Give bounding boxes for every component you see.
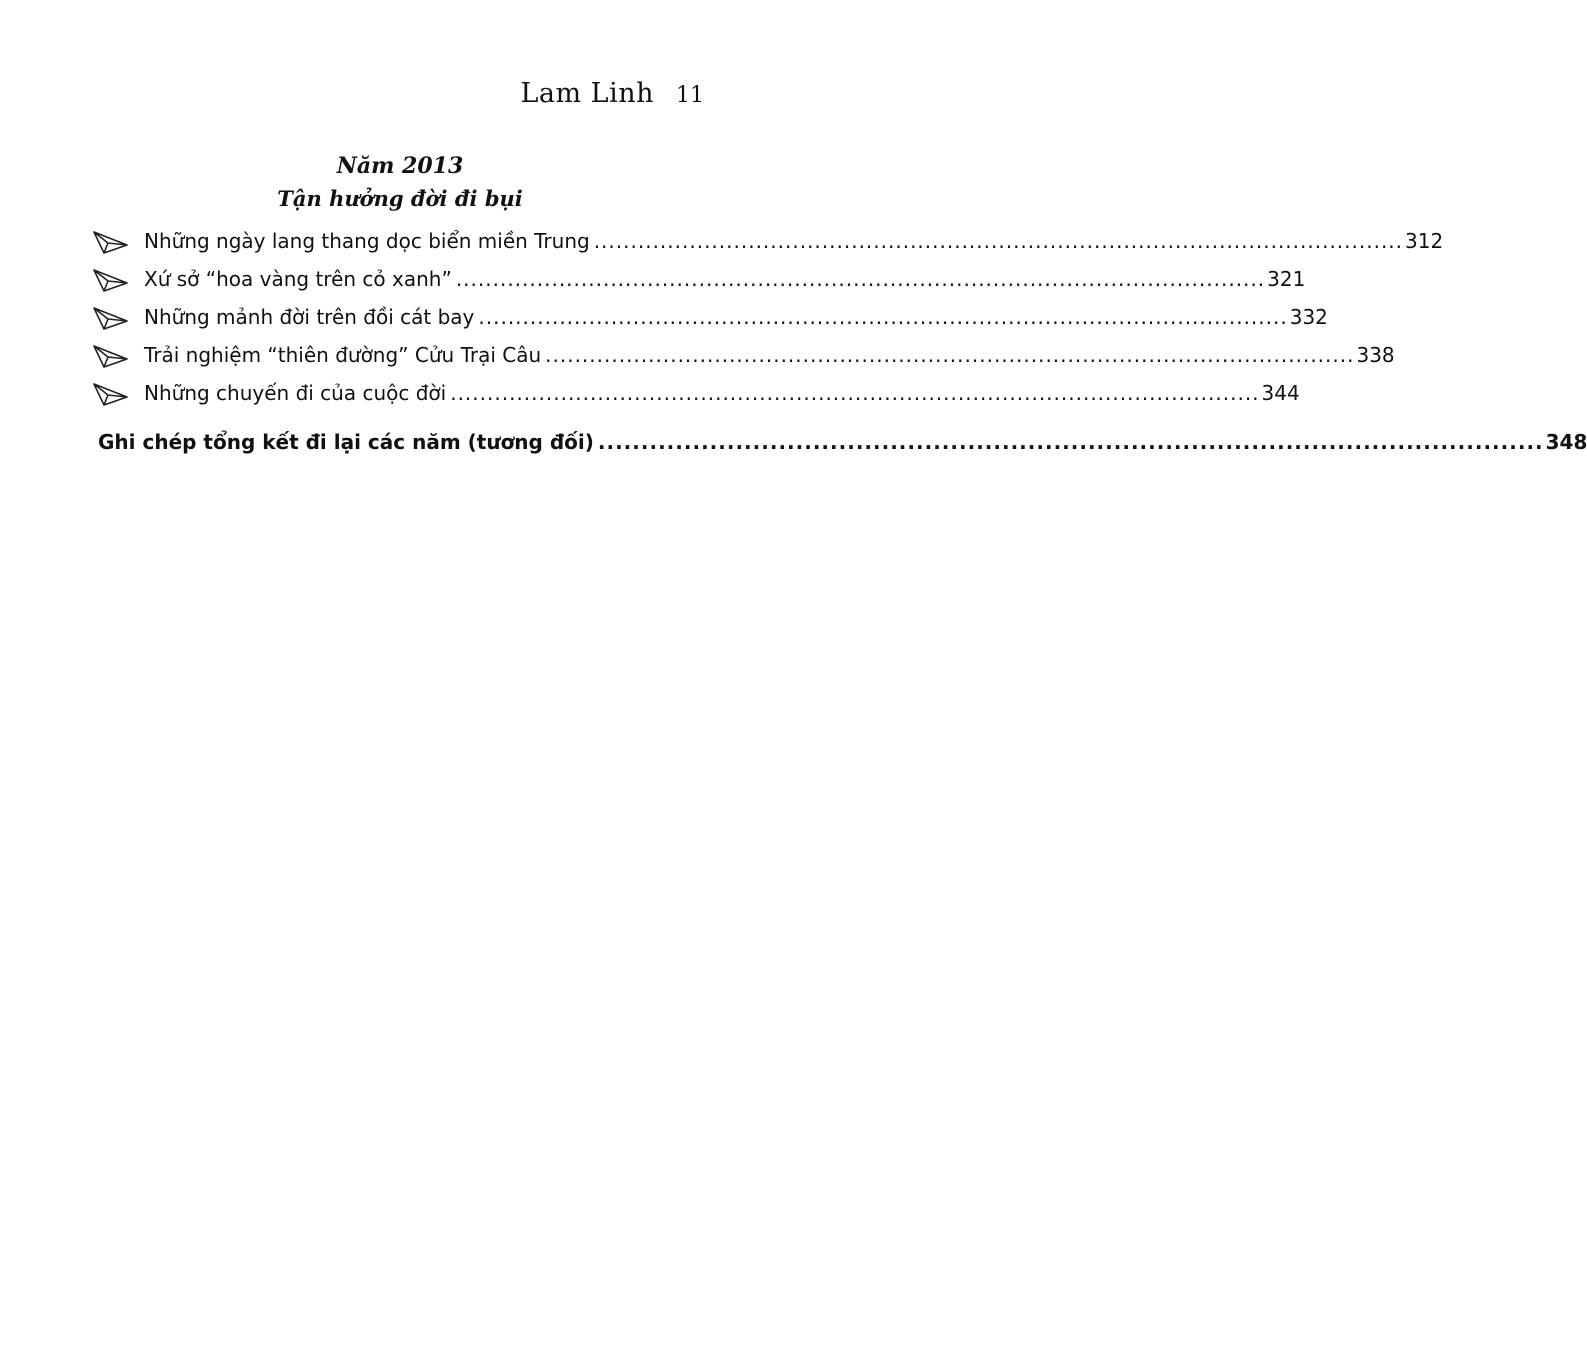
paper-plane-icon [92, 302, 130, 332]
toc-entry[interactable] [92, 260, 1306, 298]
toc-entry[interactable] [92, 336, 1395, 374]
toc-entry-page: 312 [1405, 229, 1444, 253]
toc-leader-dots: .............................................................................................................. [597, 430, 1544, 454]
toc-summary-entry[interactable] [98, 425, 1587, 459]
toc-leader-dots: .............................................................................................................. [450, 381, 1260, 405]
toc-entry[interactable] [92, 222, 1444, 260]
toc-list [92, 222, 1444, 412]
toc-entry[interactable] [92, 298, 1328, 336]
toc-entry-title: Những mảnh đời trên đồi cát bay [144, 305, 475, 329]
toc-entry-title: Xứ sở “hoa vàng trên cỏ xanh” [144, 267, 452, 291]
toc-entry[interactable] [92, 374, 1300, 412]
toc-entry-title: Những ngày lang thang dọc biển miền Trung [144, 229, 590, 253]
paper-plane-icon [92, 340, 130, 370]
toc-leader-dots: .............................................................................................................. [478, 305, 1288, 329]
running-header [520, 78, 704, 109]
toc-summary-title: Ghi chép tổng kết đi lại các năm (tương đối) [98, 430, 594, 454]
paper-plane-icon [92, 264, 130, 294]
toc-summary-page: 348 [1545, 430, 1587, 454]
toc-entry-page: 332 [1289, 305, 1328, 329]
toc-entry-title: Trải nghiệm “thiên đường” Cửu Trại Câu [144, 343, 542, 367]
toc-entry-title: Những chuyến đi của cuộc đời [144, 381, 447, 405]
toc-leader-dots: .............................................................................................................. [455, 267, 1266, 291]
toc-entry-page: 344 [1261, 381, 1300, 405]
toc-leader-dots: .............................................................................................................. [545, 343, 1355, 367]
page-number: 11 [676, 83, 704, 108]
section-year-heading: Năm 2013 [336, 153, 464, 179]
toc-leader-dots: .............................................................................................................. [593, 229, 1404, 253]
paper-plane-icon [92, 378, 130, 408]
section-subtitle: Tận hưởng đời đi bụi [277, 186, 523, 211]
toc-entry-page: 321 [1267, 267, 1306, 291]
running-title: Lam Linh [520, 78, 654, 109]
toc-entry-page: 338 [1356, 343, 1395, 367]
paper-plane-icon [92, 226, 130, 256]
